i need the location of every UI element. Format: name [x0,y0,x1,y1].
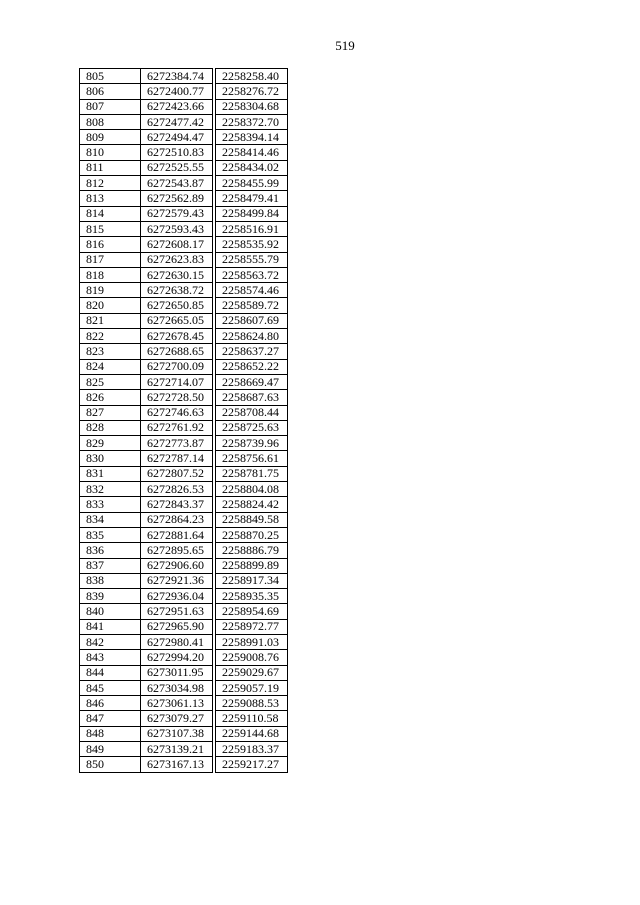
x-coordinate-cell: 6272700.09 [141,359,213,374]
point-number-cell: 834 [80,512,141,527]
point-number-cell: 847 [80,711,141,726]
x-coordinate-cell: 6272921.36 [141,573,213,588]
x-coordinate-cell: 6272593.43 [141,221,213,236]
x-coordinate-cell: 6272423.66 [141,99,213,114]
point-number-cell: 849 [80,742,141,757]
table-row [80,374,288,389]
table-row [80,237,288,252]
table-row [80,191,288,206]
point-number-cell: 839 [80,589,141,604]
coordinates-table [79,68,288,773]
y-coordinate-cell: 2258652.22 [216,359,288,374]
table-row [80,84,288,99]
x-coordinate-cell: 6273034.98 [141,680,213,695]
x-coordinate-cell: 6272688.65 [141,344,213,359]
y-coordinate-cell: 2258607.69 [216,313,288,328]
table-row [80,696,288,711]
y-coordinate-cell: 2258563.72 [216,267,288,282]
x-coordinate-cell: 6272665.05 [141,313,213,328]
table-row [80,390,288,405]
point-number-cell: 810 [80,145,141,160]
point-number-cell: 806 [80,84,141,99]
table-row [80,527,288,542]
x-coordinate-cell: 6272881.64 [141,527,213,542]
x-coordinate-cell: 6272400.77 [141,84,213,99]
table-row [80,130,288,145]
table-row [80,573,288,588]
y-coordinate-cell: 2258372.70 [216,114,288,129]
x-coordinate-cell: 6272477.42 [141,114,213,129]
x-coordinate-cell: 6272761.92 [141,420,213,435]
point-number-cell: 842 [80,634,141,649]
point-number-cell: 848 [80,726,141,741]
y-coordinate-cell: 2258972.77 [216,619,288,634]
table-row [80,221,288,236]
point-number-cell: 844 [80,665,141,680]
x-coordinate-cell: 6272638.72 [141,283,213,298]
table-row [80,757,288,772]
point-number-cell: 818 [80,267,141,282]
x-coordinate-cell: 6272650.85 [141,298,213,313]
x-coordinate-cell: 6272623.83 [141,252,213,267]
point-number-cell: 835 [80,527,141,542]
point-number-cell: 821 [80,313,141,328]
x-coordinate-cell: 6272773.87 [141,436,213,451]
x-coordinate-cell: 6272826.53 [141,482,213,497]
x-coordinate-cell: 6272843.37 [141,497,213,512]
y-coordinate-cell: 2258917.34 [216,573,288,588]
y-coordinate-cell: 2258499.84 [216,206,288,221]
x-coordinate-cell: 6272864.23 [141,512,213,527]
y-coordinate-cell: 2258725.63 [216,420,288,435]
point-number-cell: 809 [80,130,141,145]
point-number-cell: 827 [80,405,141,420]
y-coordinate-cell: 2258824.42 [216,497,288,512]
table-row [80,589,288,604]
x-coordinate-cell: 6272895.65 [141,543,213,558]
table-row [80,99,288,114]
x-coordinate-cell: 6272543.87 [141,176,213,191]
y-coordinate-cell: 2258624.80 [216,329,288,344]
table-row [80,497,288,512]
point-number-cell: 841 [80,619,141,634]
y-coordinate-cell: 2258304.68 [216,99,288,114]
x-coordinate-cell: 6272994.20 [141,650,213,665]
table-row [80,313,288,328]
y-coordinate-cell: 2258637.27 [216,344,288,359]
table-row [80,711,288,726]
point-number-cell: 805 [80,69,141,84]
table-row [80,176,288,191]
y-coordinate-cell: 2258669.47 [216,374,288,389]
x-coordinate-cell: 6272510.83 [141,145,213,160]
y-coordinate-cell: 2258739.96 [216,436,288,451]
table-row [80,69,288,84]
y-coordinate-cell: 2258574.46 [216,283,288,298]
point-number-cell: 836 [80,543,141,558]
coordinates-table-body [80,69,288,773]
point-number-cell: 838 [80,573,141,588]
x-coordinate-cell: 6272980.41 [141,634,213,649]
point-number-cell: 837 [80,558,141,573]
y-coordinate-cell: 2259029.67 [216,665,288,680]
y-coordinate-cell: 2258899.89 [216,558,288,573]
table-row [80,283,288,298]
y-coordinate-cell: 2258455.99 [216,176,288,191]
x-coordinate-cell: 6272714.07 [141,374,213,389]
point-number-cell: 829 [80,436,141,451]
point-number-cell: 850 [80,757,141,772]
table-row [80,650,288,665]
point-number-cell: 846 [80,696,141,711]
y-coordinate-cell: 2258535.92 [216,237,288,252]
point-number-cell: 823 [80,344,141,359]
point-number-cell: 825 [80,374,141,389]
table-row [80,298,288,313]
x-coordinate-cell: 6272951.63 [141,604,213,619]
y-coordinate-cell: 2258870.25 [216,527,288,542]
point-number-cell: 828 [80,420,141,435]
x-coordinate-cell: 6272525.55 [141,160,213,175]
y-coordinate-cell: 2259217.27 [216,757,288,772]
point-number-cell: 812 [80,176,141,191]
y-coordinate-cell: 2258555.79 [216,252,288,267]
table-row [80,114,288,129]
y-coordinate-cell: 2258589.72 [216,298,288,313]
point-number-cell: 826 [80,390,141,405]
y-coordinate-cell: 2258954.69 [216,604,288,619]
point-number-cell: 814 [80,206,141,221]
table-row [80,206,288,221]
page-number: 519 [335,38,355,53]
y-coordinate-cell: 2258258.40 [216,69,288,84]
table-row [80,329,288,344]
x-coordinate-cell: 6272608.17 [141,237,213,252]
table-row [80,634,288,649]
x-coordinate-cell: 6272384.74 [141,69,213,84]
y-coordinate-cell: 2258886.79 [216,543,288,558]
x-coordinate-cell: 6272807.52 [141,466,213,481]
point-number-cell: 843 [80,650,141,665]
x-coordinate-cell: 6272678.45 [141,329,213,344]
point-number-cell: 820 [80,298,141,313]
y-coordinate-cell: 2258276.72 [216,84,288,99]
y-coordinate-cell: 2258479.41 [216,191,288,206]
point-number-cell: 816 [80,237,141,252]
x-coordinate-cell: 6272494.47 [141,130,213,145]
table-row [80,359,288,374]
table-row [80,543,288,558]
table-row [80,604,288,619]
x-coordinate-cell: 6272728.50 [141,390,213,405]
point-number-cell: 819 [80,283,141,298]
point-number-cell: 815 [80,221,141,236]
table-row [80,466,288,481]
table-row [80,420,288,435]
table-row [80,558,288,573]
x-coordinate-cell: 6273139.21 [141,742,213,757]
point-number-cell: 831 [80,466,141,481]
table-row [80,160,288,175]
y-coordinate-cell: 2258781.75 [216,466,288,481]
x-coordinate-cell: 6273167.13 [141,757,213,772]
point-number-cell: 830 [80,451,141,466]
table-row [80,145,288,160]
x-coordinate-cell: 6273011.95 [141,665,213,680]
x-coordinate-cell: 6272936.04 [141,589,213,604]
point-number-cell: 807 [80,99,141,114]
table-row [80,344,288,359]
y-coordinate-cell: 2258394.14 [216,130,288,145]
x-coordinate-cell: 6273079.27 [141,711,213,726]
x-coordinate-cell: 6273107.38 [141,726,213,741]
x-coordinate-cell: 6272906.60 [141,558,213,573]
point-number-cell: 833 [80,497,141,512]
y-coordinate-cell: 2258687.63 [216,390,288,405]
table-row [80,680,288,695]
x-coordinate-cell: 6273061.13 [141,696,213,711]
table-row [80,512,288,527]
table-row [80,742,288,757]
x-coordinate-cell: 6272579.43 [141,206,213,221]
y-coordinate-cell: 2258935.35 [216,589,288,604]
y-coordinate-cell: 2259057.19 [216,680,288,695]
table-row [80,405,288,420]
y-coordinate-cell: 2258434.02 [216,160,288,175]
table-row [80,252,288,267]
x-coordinate-cell: 6272562.89 [141,191,213,206]
x-coordinate-cell: 6272965.90 [141,619,213,634]
table-row [80,619,288,634]
y-coordinate-cell: 2258756.61 [216,451,288,466]
point-number-cell: 811 [80,160,141,175]
point-number-cell: 808 [80,114,141,129]
y-coordinate-cell: 2258991.03 [216,634,288,649]
y-coordinate-cell: 2258849.58 [216,512,288,527]
point-number-cell: 817 [80,252,141,267]
table-row [80,665,288,680]
y-coordinate-cell: 2259088.53 [216,696,288,711]
y-coordinate-cell: 2259183.37 [216,742,288,757]
y-coordinate-cell: 2258708.44 [216,405,288,420]
y-coordinate-cell: 2258516.91 [216,221,288,236]
table-row [80,436,288,451]
x-coordinate-cell: 6272630.15 [141,267,213,282]
point-number-cell: 832 [80,482,141,497]
y-coordinate-cell: 2259144.68 [216,726,288,741]
y-coordinate-cell: 2258414.46 [216,145,288,160]
y-coordinate-cell: 2258804.08 [216,482,288,497]
point-number-cell: 813 [80,191,141,206]
x-coordinate-cell: 6272787.14 [141,451,213,466]
point-number-cell: 840 [80,604,141,619]
point-number-cell: 824 [80,359,141,374]
point-number-cell: 845 [80,680,141,695]
table-row [80,451,288,466]
table-row [80,267,288,282]
x-coordinate-cell: 6272746.63 [141,405,213,420]
y-coordinate-cell: 2259110.58 [216,711,288,726]
y-coordinate-cell: 2259008.76 [216,650,288,665]
table-row [80,726,288,741]
point-number-cell: 822 [80,329,141,344]
table-row [80,482,288,497]
